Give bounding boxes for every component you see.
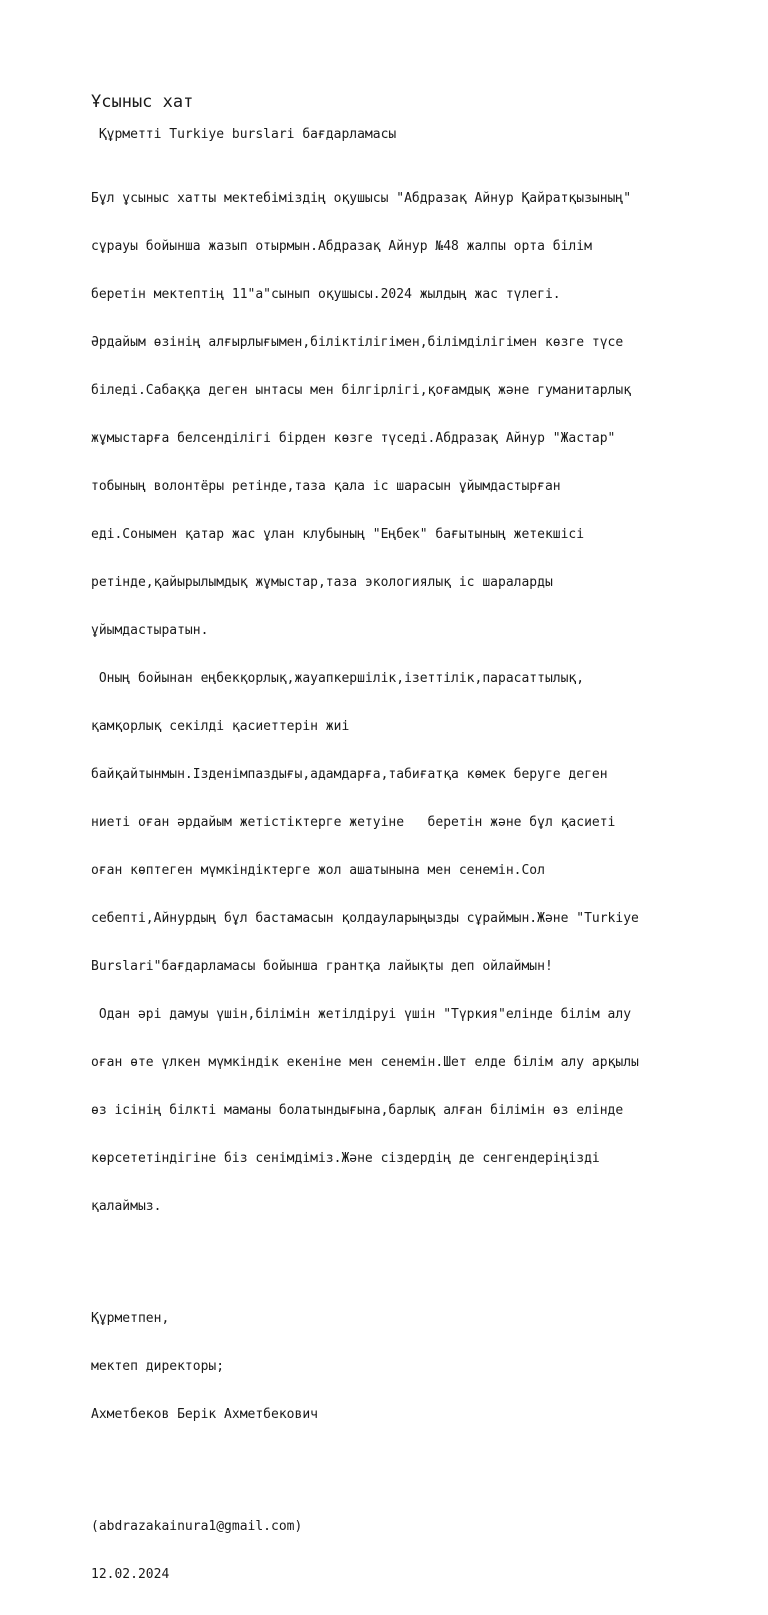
- body-line: Одан әрі дамуы үшін,білімін жетілдіруі үшін "Түркия"елінде білім алу: [91, 1007, 632, 1022]
- letter-page: [91, 90, 731, 1615]
- body-line: ұйымдастыратын.: [91, 623, 209, 638]
- contact-block: [91, 1487, 731, 1615]
- body-line: тобының волонтёры ретінде,таза қала іс шарасын ұйымдастырған: [91, 479, 561, 494]
- contact-email: (abdrazakainura1@gmail.com): [91, 1519, 303, 1534]
- body-line: беретін мектептің 11"а"сынып оқушысы.2024 жылдың жас түлегі.: [91, 287, 561, 302]
- body-line: жұмыстарға белсенділігі бірден көзге түседі.Абдразақ Айнур "Жастар": [91, 431, 616, 446]
- body-line: себепті,Айнурдың бұл бастамасын қолдауларыңызды сұраймын.Және "Turkiye: [91, 911, 639, 926]
- letter-body: [91, 159, 731, 1247]
- body-line: өз ісінің білкті маманы болатындығына,барлық алған білімін өз елінде: [91, 1103, 624, 1118]
- letter-date: 12.02.2024: [91, 1567, 170, 1582]
- body-line: көрсететіндігіне біз сенімдіміз.Және сіздердің де сенгендеріңізді: [91, 1151, 600, 1166]
- body-line: ниеті оған әрдайым жетістіктерге жетуіне беретін және бұл қасиеті: [91, 815, 616, 830]
- body-line: біледі.Сабаққа деген ынтасы мен білгірлігі,қоғамдық және гуманитарлық: [91, 383, 632, 398]
- body-line: Оның бойынан еңбекқорлық,жауапкершілік,ізеттілік,парасаттылық,: [91, 671, 585, 686]
- signature-role: мектеп директоры;: [91, 1359, 225, 1374]
- body-line: ретінде,қайырылымдық жұмыстар,таза экологиялық іс шараларды: [91, 575, 553, 590]
- signature-block: [91, 1279, 731, 1455]
- document-title: Ұсыныс хат: [91, 92, 194, 112]
- body-line: қамқорлық секілді қасиеттерін жиі: [91, 719, 350, 734]
- body-line: байқайтынмын.Ізденімпаздығы,адамдарға,табиғатқа көмек беруге деген: [91, 767, 608, 782]
- body-line: сұрауы бойынша жазып отырмын.Абдразақ Айнур №48 жалпы орта білім: [91, 239, 592, 254]
- body-line: қалаймыз.: [91, 1199, 162, 1214]
- body-line: оған көптеген мүмкіндіктерге жол ашатынына мен сенемін.Сол: [91, 863, 545, 878]
- signature-closing: Құрметпен,: [91, 1311, 170, 1326]
- body-line: Бұл ұсыныс хатты мектебіміздің оқушысы "Абдразақ Айнур Қайратқызының": [91, 191, 632, 206]
- body-line: Әрдайым өзінің алғырлығымен,біліктілігімен,білімділігімен көзге түсе: [91, 335, 624, 350]
- body-line: Burslari"бағдарламасы бойынша грантқа лайықты деп ойлаймын!: [91, 959, 553, 974]
- body-line: оған өте үлкен мүмкіндік екеніне мен сенемін.Шет елде білім алу арқылы: [91, 1055, 639, 1070]
- salutation: Құрметті Turkiye burslari бағдарламасы: [91, 127, 397, 142]
- body-line: еді.Сонымен қатар жас ұлан клубының "Еңбек" бағытының жетекшісі: [91, 527, 585, 542]
- signature-name: Ахметбеков Берік Ахметбекович: [91, 1407, 318, 1422]
